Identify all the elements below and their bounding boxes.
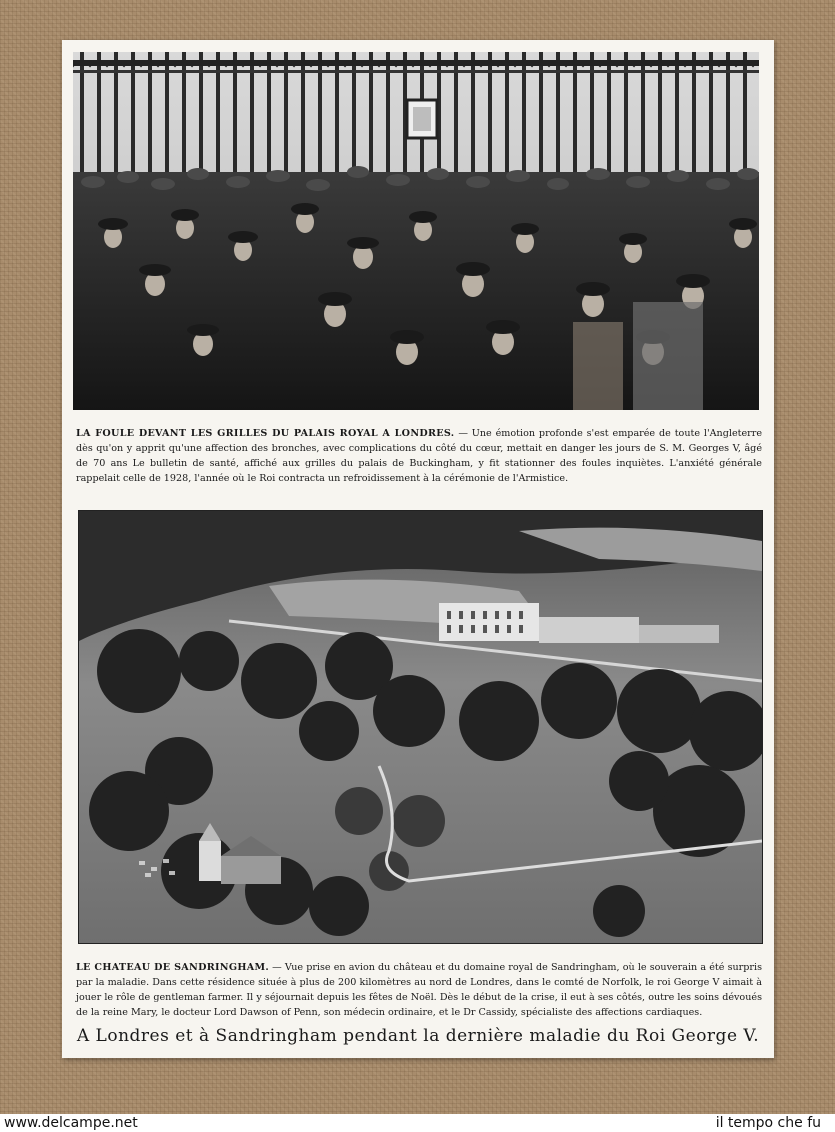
crowd-caption — [76, 426, 762, 486]
crowd-caption-title: LA FOULE DEVANT LES GRILLES DU PALAIS ROYAL A LONDRES. — [76, 428, 455, 439]
sandringham-photo-graphic — [79, 511, 762, 943]
sandringham-caption-body: — Vue prise en avion du château et du domaine royal de Sandringham, où le souverain a été surpris par la maladie. Dans cette résidence située à plus de 200 kilomètres au nord de Londres, dans le comté de Norfolk, le roi George V aimait à jouer le rôle de gentleman farmer. Il y séjournait depuis les fêtes de Noël. Dès le début de la crise, il eut à ses côtés, outre les soins dévoués de la reine Mary, le docteur Lord Dawson of Penn, son médecin ordinaire, et le Dr Cassidy, spécialiste des affections cardiaques. — [76, 962, 762, 1018]
sandringham-photo — [78, 510, 763, 944]
sandringham-caption — [76, 960, 762, 1020]
footer-seller-name: il tempo che fu — [715, 1115, 821, 1131]
crowd-caption-body: — Une émotion profonde s'est emparée de toute l'Angleterre dès qu'on y apprit qu'une affection des bronches, avec complications du côté du cœur, mettait en danger les jours de S. M. Georges V, âgé de 70 ans Le bulletin de santé, affiché aux grilles du palais de Buckingham, y fit stationner des foules inquiètes. L'anxiété générale rappelait celle de 1928, l'année où le Roi contracta un refroidissement à la cérémonie de l'Armistice. — [76, 428, 762, 484]
crowd-photo — [73, 52, 759, 410]
footer-source-link[interactable]: www.delcampe.net — [4, 1115, 138, 1131]
magazine-page — [62, 40, 774, 1058]
crowd-photo-graphic — [73, 52, 759, 410]
sandringham-caption-title: LE CHATEAU DE SANDRINGHAM. — [76, 962, 270, 973]
page-headline: A Londres et à Sandringham pendant la dernière maladie du Roi George V. — [76, 1026, 760, 1046]
